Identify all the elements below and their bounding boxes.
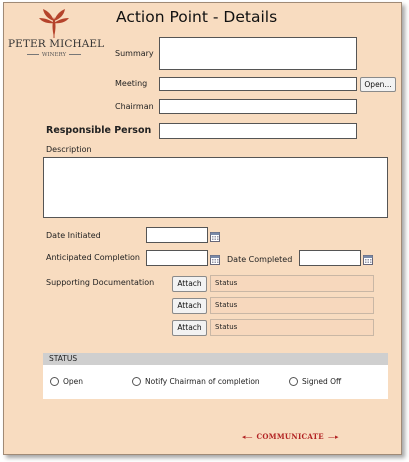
calendar-icon[interactable] (363, 255, 373, 265)
chairman-label: Chairman (115, 102, 154, 111)
attachment-status: Status (210, 319, 374, 336)
arrow-right-icon: —▸ (327, 432, 339, 441)
radio-button[interactable] (50, 377, 59, 386)
status-option-notify-chairman[interactable] (132, 377, 260, 386)
meeting-field[interactable] (159, 77, 357, 91)
status-option-label: Open (63, 377, 84, 386)
action-point-window (3, 2, 402, 455)
status-option-label: Notify Chairman of completion (145, 377, 260, 386)
chairman-field[interactable] (159, 99, 357, 114)
attachment-status: Status (210, 275, 374, 292)
open-meeting-button[interactable]: Open... (360, 77, 396, 92)
date-initiated-label: Date Initiated (46, 231, 101, 240)
peter-michael-logo (8, 7, 105, 65)
anticipated-completion-label: Anticipated Completion (46, 253, 141, 262)
status-option-signed-off[interactable] (289, 377, 341, 386)
meeting-label: Meeting (115, 79, 148, 88)
logo-subtitle: WINERY (8, 52, 100, 58)
date-initiated-field[interactable] (146, 227, 208, 243)
summary-field[interactable] (159, 37, 357, 70)
summary-label: Summary (115, 49, 154, 58)
page-title: Action Point - Details (116, 8, 278, 26)
supporting-documentation-label: Supporting Documentation (46, 278, 155, 287)
status-header: STATUS (43, 353, 388, 365)
description-label: Description (46, 145, 92, 154)
communicate-label: COMMUNICATE (256, 432, 324, 441)
attach-button[interactable]: Attach (172, 320, 207, 336)
anticipated-completion-field[interactable] (146, 250, 208, 266)
date-completed-label: Date Completed (227, 255, 293, 264)
communicate-link[interactable] (242, 432, 338, 441)
responsible-person-field[interactable] (159, 123, 357, 139)
attachment-status: Status (210, 297, 374, 314)
calendar-icon[interactable] (210, 255, 220, 265)
radio-button[interactable] (289, 377, 298, 386)
status-panel (43, 353, 388, 399)
status-option-label: Signed Off (302, 377, 342, 386)
radio-button[interactable] (132, 377, 141, 386)
calendar-icon[interactable] (210, 232, 220, 242)
arrow-left-icon: ◂— (242, 432, 253, 441)
attach-button[interactable]: Attach (172, 276, 207, 292)
responsible-person-label: Responsible Person (46, 125, 152, 136)
lily-flower-icon (8, 7, 100, 39)
logo-name: PETER MICHAEL (8, 38, 105, 50)
date-completed-field[interactable] (299, 250, 361, 266)
description-field[interactable] (43, 157, 388, 218)
attach-button[interactable]: Attach (172, 298, 207, 314)
status-option-open[interactable] (50, 377, 83, 386)
